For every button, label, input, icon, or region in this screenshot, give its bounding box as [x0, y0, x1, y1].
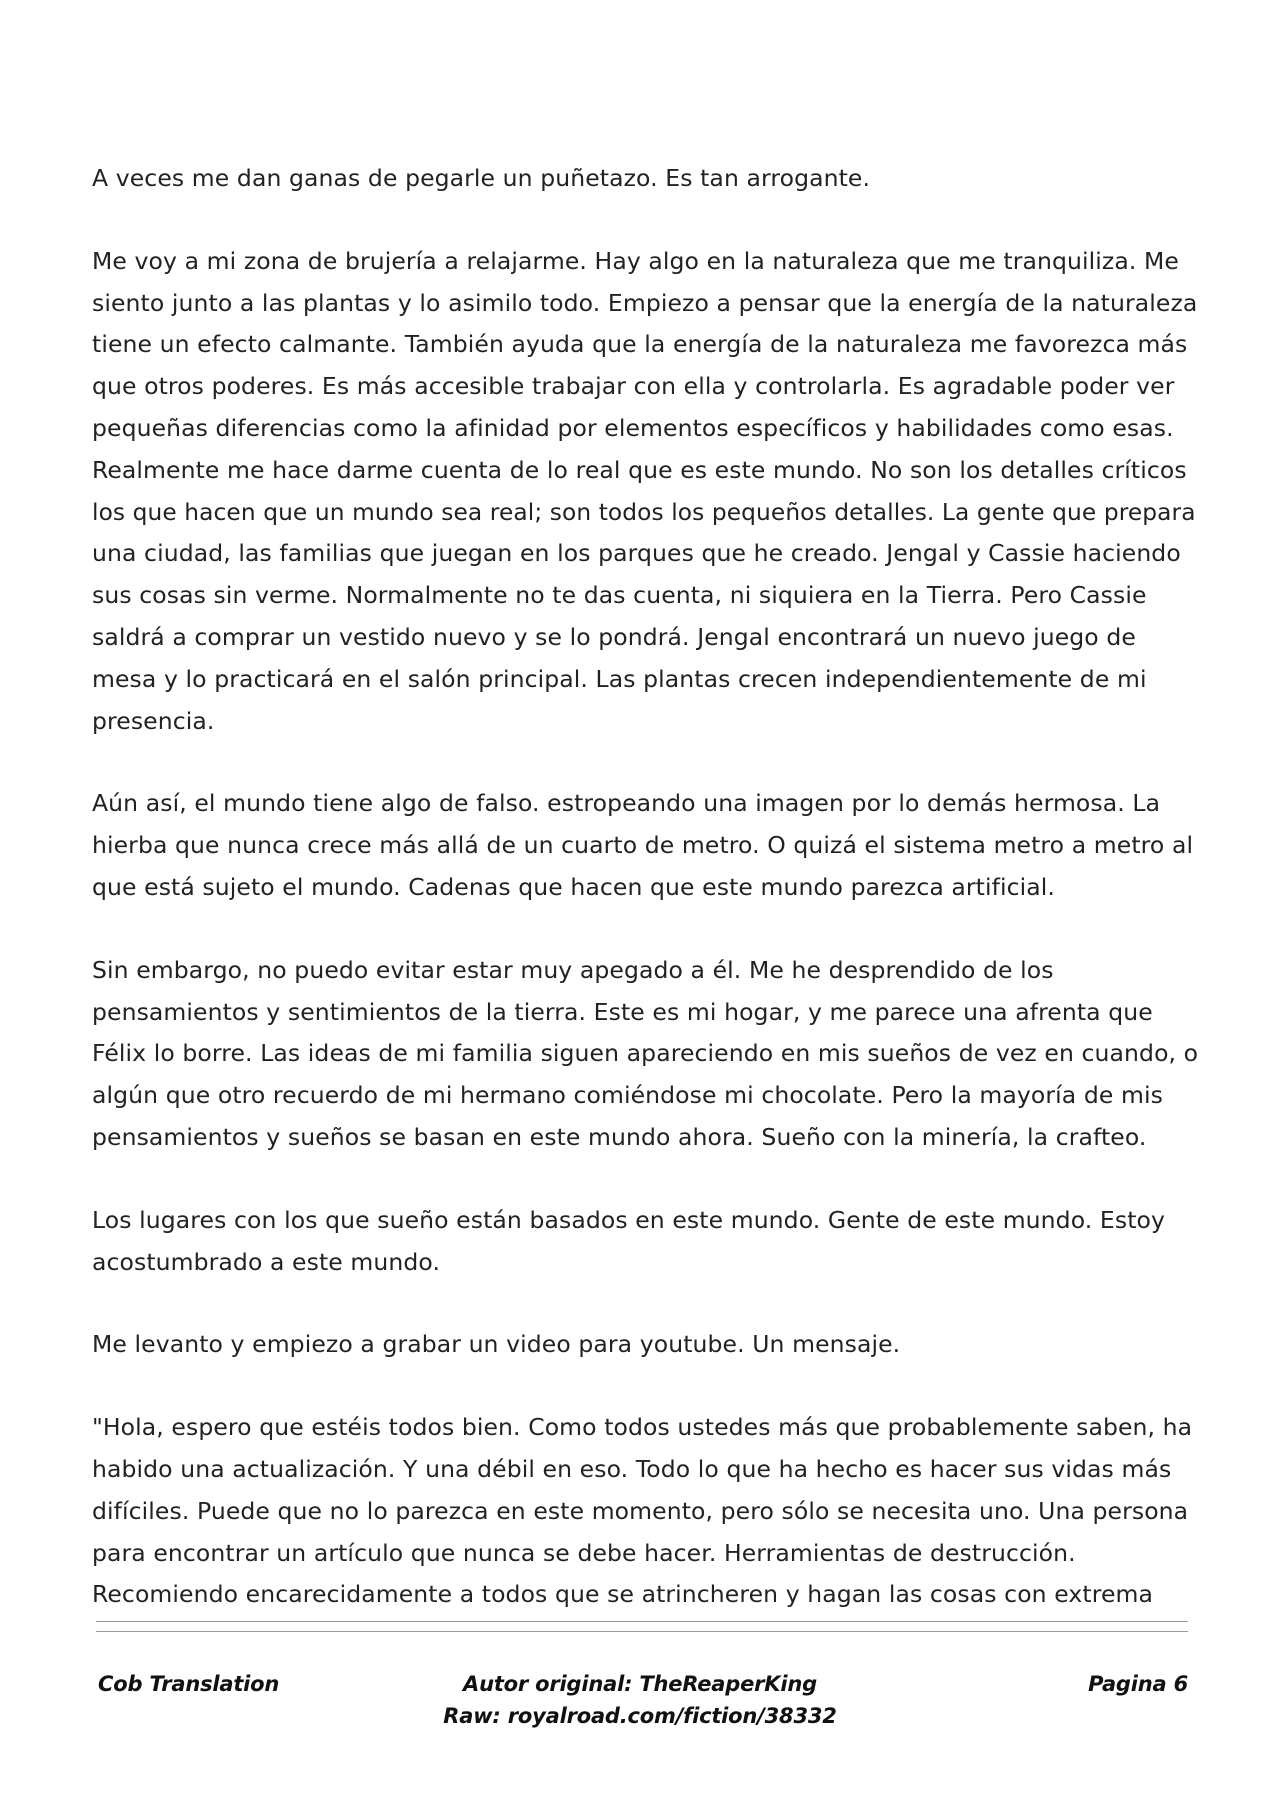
text-line: Aún así, el mundo tiene algo de falso. estropeando una imagen por lo demás hermosa. La: [92, 789, 1161, 818]
footer-divider-top: [96, 1621, 1188, 1622]
text-line: siento junto a las plantas y lo asimilo todo. Empiezo a pensar que la energía de la naturaleza: [92, 288, 1198, 317]
body-text: [92, 158, 1202, 1616]
text-line: Sin embargo, no puedo evitar estar muy apegado a él. Me he desprendido de los: [92, 955, 1054, 984]
text-line: presencia.: [92, 706, 215, 735]
paragraph: [92, 1407, 1202, 1616]
text-line: acostumbrado a este mundo.: [92, 1247, 441, 1276]
text-line: Me voy a mi zona de brujería a relajarme. Hay algo en la naturaleza que me tranquiliza. Me: [92, 246, 1179, 275]
paragraph: [92, 1200, 1202, 1284]
text-line: tiene un efecto calmante. También ayuda que la energía de la naturaleza me favorezca más: [92, 330, 1188, 359]
text-line: Me levanto y empiezo a grabar un video para youtube. Un mensaje.: [92, 1330, 901, 1359]
text-line: sus cosas sin verme. Normalmente no te das cuenta, ni siquiera en la Tierra. Pero Cassie: [92, 581, 1147, 610]
paragraph: [92, 1324, 1202, 1366]
text-line: mesa y lo practicará en el salón principal. Las plantas crecen independientemente de mi: [92, 664, 1147, 693]
text-line: Félix lo borre. Las ideas de mi familia siguen apareciendo en mis sueños de vez en cuando, o: [92, 1039, 1199, 1068]
text-line: algún que otro recuerdo de mi hermano comiéndose mi chocolate. Pero la mayoría de mis: [92, 1081, 1163, 1110]
text-line: Realmente me hace darme cuenta de lo real que es este mundo. No son los detalles críticos: [92, 455, 1187, 484]
text-line: hierba que nunca crece más allá de un cuarto de metro. O quizá el sistema metro a metro al: [92, 831, 1194, 860]
text-line: Los lugares con los que sueño están basados en este mundo. Gente de este mundo. Estoy: [92, 1205, 1165, 1234]
text-line: saldrá a comprar un vestido nuevo y se lo pondrá. Jengal encontrará un nuevo juego de: [92, 622, 1136, 651]
text-line: pequeñas diferencias como la afinidad por elementos específicos y habilidades como esas.: [92, 413, 1174, 442]
text-line: habido una actualización. Y una débil en eso. Todo lo que ha hecho es hacer sus vidas más: [92, 1454, 1172, 1483]
text-line: pensamientos y sentimientos de la tierra. Este es mi hogar, y me parece una afrenta que: [92, 997, 1153, 1026]
text-line: los que hacen que un mundo sea real; son todos los pequeños detalles. La gente que prepara: [92, 498, 1196, 526]
text-line: pensamientos y sueños se basan en este mundo ahora. Sueño con la minería, la crafteo.: [92, 1122, 1147, 1151]
paragraph: [92, 950, 1202, 1159]
footer-translator: Cob Translation: [98, 1672, 280, 1696]
footer-page-number: Pagina 6: [1088, 1672, 1188, 1696]
footer-raw-source: Raw: royalroad.com/fiction/38332: [443, 1704, 837, 1728]
footer-original-author: Autor original: TheReaperKing: [463, 1672, 817, 1696]
text-line: Recomiendo encarecidamente a todos que se atrincheren y hagan las cosas con extrema: [92, 1580, 1153, 1609]
paragraph: [92, 783, 1202, 908]
text-line: una ciudad, las familias que juegan en los parques que he creado. Jengal y Cassie haciendo: [92, 539, 1181, 568]
footer-divider-bottom: [96, 1631, 1188, 1632]
text-line: que está sujeto el mundo. Cadenas que hacen que este mundo parezca artificial.: [92, 872, 1055, 901]
text-line: que otros poderes. Es más accesible trabajar con ella y controlarla. Es agradable poder ver: [92, 372, 1175, 401]
text-line: difíciles. Puede que no lo parezca en este momento, pero sólo se necesita uno. Una persona: [92, 1496, 1189, 1525]
paragraph: [92, 158, 1202, 200]
paragraph: [92, 241, 1202, 743]
text-line: A veces me dan ganas de pegarle un puñetazo. Es tan arrogante.: [92, 164, 871, 192]
text-line: "Hola, espero que estéis todos bien. Como todos ustedes más que probablemente saben, ha: [92, 1413, 1193, 1442]
text-line: para encontrar un artículo que nunca se debe hacer. Herramientas de destrucción.: [92, 1538, 1076, 1567]
